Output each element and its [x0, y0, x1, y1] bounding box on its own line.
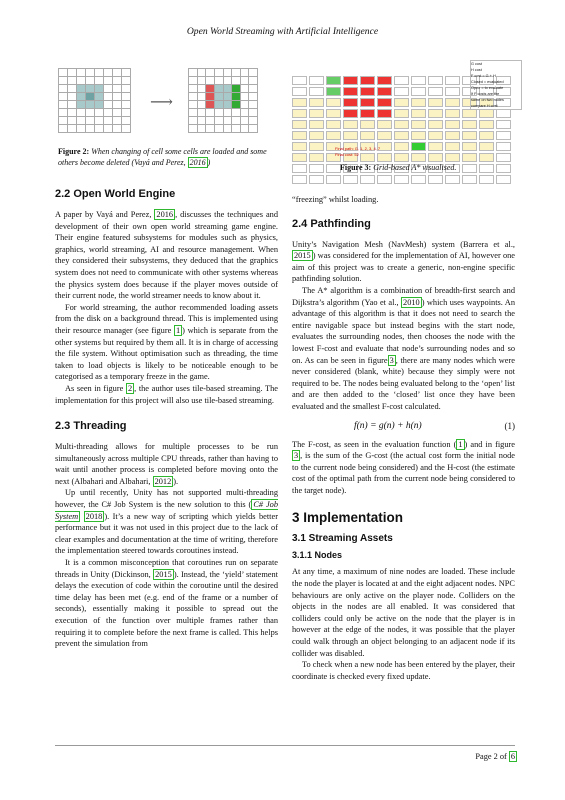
grid-cell	[223, 93, 232, 101]
grid-cell	[232, 69, 241, 77]
astar-cell	[343, 98, 358, 107]
grid-cell	[68, 117, 77, 125]
grid-cell	[77, 125, 86, 133]
astar-cell	[326, 76, 341, 85]
astar-cell	[411, 120, 426, 129]
astar-cell	[360, 175, 375, 184]
paragraph: Up until recently, Unity has not supported multi-threading however, the C# Job System is the new solution to this ( C# Job System 2018 ). It’s a new way of scripting which yields better performance but it was not used in this project due to the lack of clear examples and documentation at the time of writing, therefore the implementation steered towards coroutines instead.	[55, 488, 278, 556]
section-3-1-title: 3.1 Streaming Assets	[292, 533, 393, 545]
astar-cell	[343, 120, 358, 129]
grid-cell	[113, 93, 122, 101]
grid-cell	[59, 109, 68, 117]
astar-cell	[360, 98, 375, 107]
grid-cell	[95, 77, 104, 85]
grid-cell	[249, 101, 258, 109]
running-header: Open World Streaming with Artificial Intelligence	[186, 26, 379, 37]
astar-cell	[479, 142, 494, 151]
paragraph: “freezing” whilst loading.	[292, 195, 379, 204]
astar-cell	[343, 109, 358, 118]
grid-cell	[113, 69, 122, 77]
astar-cell	[394, 87, 409, 96]
astar-cell	[496, 164, 511, 173]
astar-cell	[309, 164, 324, 173]
grid-cell	[206, 109, 215, 117]
grid-cell	[206, 69, 215, 77]
astar-cell	[377, 76, 392, 85]
astar-cell	[479, 164, 494, 173]
grid-cell	[68, 85, 77, 93]
grid-cell	[122, 101, 131, 109]
grid-cell	[197, 77, 206, 85]
legend-item: compare H cost	[471, 104, 498, 108]
grid-cell	[206, 93, 215, 101]
grid-cell	[59, 101, 68, 109]
grid-cell	[59, 117, 68, 125]
grid-cell	[95, 125, 104, 133]
astar-cell	[343, 87, 358, 96]
grid-cell	[197, 101, 206, 109]
grid-cell	[77, 109, 86, 117]
grid-cell	[240, 117, 249, 125]
astar-cell	[360, 131, 375, 140]
astar-cell	[292, 120, 307, 129]
grid-cell	[223, 85, 232, 93]
grid-cell	[189, 93, 198, 101]
grid-cell	[206, 101, 215, 109]
astar-cell	[445, 131, 460, 140]
left-column	[55, 188, 278, 650]
paragraph: For world streaming, the author recommended loading assets from the disk on a background thread. This is implemented using their resource manager (see figure 1 ) which is separate from the other systems but required by them all. It is in charge of accessing the file system. Without optimisation such as threading, the time taken to load objects is likely to be noticeable enough to be categorised as a temporary freeze in the game.	[55, 302, 278, 382]
grid-cell	[232, 117, 241, 125]
grid-cell	[113, 85, 122, 93]
astar-cell	[411, 98, 426, 107]
paragraph: Unity’s Navigation Mesh (NavMesh) system (Barrera et al., 2015 ) was considered for the implementation of AI, however one aim of this project was to create a generic, non-engine specific pathfinding solution.	[292, 239, 515, 284]
astar-cell	[377, 120, 392, 129]
grid-cell	[240, 109, 249, 117]
grid-cell	[249, 69, 258, 77]
grid-cell	[223, 125, 232, 133]
section-3-title: 3 Implementation	[292, 510, 404, 526]
astar-cell	[309, 175, 324, 184]
astar-cell	[292, 153, 307, 162]
legend-item: Open = to evaluate	[471, 86, 504, 90]
grid-cell	[249, 93, 258, 101]
legend-item: F cost = G + H	[471, 74, 496, 78]
grid-cell	[77, 77, 86, 85]
astar-cell	[326, 175, 341, 184]
grid-cell	[214, 125, 223, 133]
arrow-icon: ⟶	[150, 94, 173, 111]
grid-cell	[86, 77, 95, 85]
astar-cell	[445, 98, 460, 107]
astar-cell	[445, 142, 460, 151]
grid-cell	[77, 117, 86, 125]
grid-cell	[59, 93, 68, 101]
grid-cell	[249, 109, 258, 117]
astar-cell	[479, 131, 494, 140]
astar-cell	[309, 153, 324, 162]
astar-cell	[479, 175, 494, 184]
astar-cell	[309, 98, 324, 107]
grid-cell	[77, 101, 86, 109]
grid-cell	[104, 109, 113, 117]
grid-cell	[232, 101, 241, 109]
grid-cell	[232, 85, 241, 93]
grid-cell	[197, 117, 206, 125]
astar-cell	[428, 142, 443, 151]
astar-cell	[496, 175, 511, 184]
grid-cell	[249, 117, 258, 125]
grid-cell	[104, 77, 113, 85]
grid-cell	[189, 69, 198, 77]
grid-cell	[223, 69, 232, 77]
grid-cell	[86, 125, 95, 133]
astar-cell	[377, 175, 392, 184]
grid-cell	[189, 77, 198, 85]
astar-cell	[411, 142, 426, 151]
grid-cell	[240, 93, 249, 101]
grid-cell	[240, 69, 249, 77]
grid-before	[58, 68, 131, 133]
grid-cell	[104, 93, 113, 101]
astar-cell	[394, 153, 409, 162]
grid-cell	[240, 85, 249, 93]
astar-cell	[326, 120, 341, 129]
grid-cell	[122, 117, 131, 125]
astar-cell	[496, 120, 511, 129]
grid-cell	[197, 85, 206, 93]
astar-cell	[496, 109, 511, 118]
footer-rule	[55, 745, 515, 746]
grid-cell	[113, 117, 122, 125]
grid-cell	[197, 109, 206, 117]
paragraph: A paper by Vayá and Perez, 2016 , discusses the techniques and development of their own open world streaming game engine. Their engine featured subsystems for modules such as physics, graphics, world streaming, AI and resource management. When they considered their subsystems, they deduced that the graphics system does not need to communicate with other systems whereas the physics system does because if the player moves outside of their current node, the world streamer needs to know about it.	[55, 210, 278, 301]
paragraph: At any time, a maximum of nine nodes are loaded. These include the node the player is located at and the eight adjacent nodes. NPC behaviours are only active on the player node. Colliders on the objects in the nodes are all enabled. It was considered that colliders could only be active on the node that the player is in however at the edge of the nodes, it was possible that the player could walk through an object belonging to an adjacent node if its collider was disabled.	[292, 567, 515, 658]
grid-after	[188, 68, 258, 133]
grid-cell	[122, 69, 131, 77]
astar-cell	[479, 153, 494, 162]
astar-cell	[394, 142, 409, 151]
grid-cell	[206, 77, 215, 85]
legend	[470, 60, 522, 110]
grid-cell	[232, 109, 241, 117]
astar-cell	[411, 76, 426, 85]
legend-item: G cost	[471, 62, 482, 66]
grid-cell	[59, 69, 68, 77]
grid-cell	[95, 69, 104, 77]
grid-cell	[113, 77, 122, 85]
astar-cell	[445, 76, 460, 85]
page-number: Page 2 of 6	[475, 752, 515, 761]
grid-cell	[95, 109, 104, 117]
grid-cell	[104, 85, 113, 93]
astar-cell	[428, 87, 443, 96]
astar-cell	[462, 120, 477, 129]
paragraph: The F-cost, as seen in the evaluation function ( 1 ) and in figure 3 , is the sum of the G-cost (the actual cost form the initial node to the current node being considered) and the H-cost (the estimate cost of the optimal path from the current node being considered to the target node).	[292, 439, 515, 495]
grid-cell	[86, 117, 95, 125]
astar-cell	[428, 153, 443, 162]
astar-cell	[394, 109, 409, 118]
grid-cell	[249, 77, 258, 85]
astar-cell	[343, 131, 358, 140]
grid-cell	[189, 85, 198, 93]
astar-cell	[462, 131, 477, 140]
grid-cell	[197, 125, 206, 133]
astar-cell	[292, 98, 307, 107]
astar-cell	[309, 109, 324, 118]
astar-cell	[462, 142, 477, 151]
astar-cell	[445, 175, 460, 184]
grid-cell	[189, 117, 198, 125]
astar-cell	[377, 87, 392, 96]
section-3-1-1-title: 3.1.1 Nodes	[292, 550, 343, 561]
astar-cell	[445, 153, 460, 162]
legend-item: Closed = evaluated	[471, 80, 504, 84]
astar-cell	[377, 98, 392, 107]
astar-cell	[292, 142, 307, 151]
grid-cell	[86, 109, 95, 117]
astar-cell	[292, 175, 307, 184]
astar-cell	[360, 109, 375, 118]
grid-cell	[68, 109, 77, 117]
grid-cell	[113, 125, 122, 133]
section-2-2-title: 2.2 Open World Engine	[55, 188, 176, 200]
figure-2-image	[58, 68, 258, 138]
grid-cell	[214, 101, 223, 109]
grid-cell	[86, 69, 95, 77]
grid-cell	[206, 125, 215, 133]
grid-cell	[86, 85, 95, 93]
grid-cell	[214, 85, 223, 93]
grid-cell	[214, 77, 223, 85]
grid-cell	[122, 85, 131, 93]
astar-cell	[292, 131, 307, 140]
grid-cell	[223, 117, 232, 125]
astar-cell	[428, 175, 443, 184]
grid-cell	[95, 85, 104, 93]
grid-cell	[104, 117, 113, 125]
astar-cell	[309, 142, 324, 151]
astar-cell	[496, 153, 511, 162]
paragraph: As seen in figure 2 , the author uses tile-based streaming. The implementation for this project will also use tile-based streaming.	[55, 383, 278, 405]
paragraph: It is a common misconception that coroutines run on separate threads in Unity (Dickinson, 2015 ). Instead, the ‘yield’ statement delays the execution of code within the coroutine until the desired time delay has been met (e.g. end of the frame or a number of seconds), essentially making it possible to spread out the execution of the function over multiple frames rather than requiring it to complete before the next frame is called. This helps prevent the simulation from	[55, 558, 278, 649]
grid-cell	[122, 77, 131, 85]
grid-cell	[104, 69, 113, 77]
grid-cell	[232, 125, 241, 133]
section-2-4-title: 2.4 Pathfinding	[292, 217, 371, 230]
astar-cell	[462, 153, 477, 162]
grid-cell	[86, 93, 95, 101]
astar-cell	[326, 109, 341, 118]
grid-cell	[240, 77, 249, 85]
astar-cell	[411, 131, 426, 140]
astar-cell	[411, 87, 426, 96]
grid-cell	[86, 101, 95, 109]
grid-cell	[232, 93, 241, 101]
section-2-3-title: 2.3 Threading	[55, 420, 127, 433]
grid-cell	[223, 101, 232, 109]
astar-cell	[428, 98, 443, 107]
legend-item: If F costs are the	[471, 92, 500, 96]
astar-cell	[479, 120, 494, 129]
grid-cell	[223, 109, 232, 117]
grid-cell	[240, 101, 249, 109]
astar-cell	[411, 175, 426, 184]
astar-cell	[394, 76, 409, 85]
astar-cell	[445, 87, 460, 96]
astar-cell	[309, 76, 324, 85]
astar-cell	[309, 120, 324, 129]
astar-cell	[428, 109, 443, 118]
grid-cell	[95, 93, 104, 101]
astar-cell	[326, 164, 341, 173]
astar-cell	[496, 131, 511, 140]
grid-cell	[77, 93, 86, 101]
grid-cell	[77, 85, 86, 93]
grid-cell	[113, 109, 122, 117]
astar-cell	[479, 109, 494, 118]
astar-cell	[462, 175, 477, 184]
grid-cell	[214, 109, 223, 117]
equation-1: f(n) = g(n) + h(n) (1)	[354, 420, 515, 431]
grid-cell	[249, 85, 258, 93]
path-note: Final path: G, 1, 2, 3, 4, 7 Final cost: 52	[335, 146, 381, 157]
grid-cell	[59, 85, 68, 93]
grid-cell	[59, 77, 68, 85]
grid-cell	[197, 69, 206, 77]
grid-cell	[206, 85, 215, 93]
astar-cell	[462, 109, 477, 118]
astar-cell	[343, 76, 358, 85]
astar-cell	[326, 131, 341, 140]
astar-cell	[360, 76, 375, 85]
grid-cell	[104, 101, 113, 109]
legend-item: H cost	[471, 68, 482, 72]
grid-cell	[68, 69, 77, 77]
astar-cell	[292, 109, 307, 118]
grid-cell	[122, 109, 131, 117]
astar-cell	[360, 87, 375, 96]
astar-cell	[309, 87, 324, 96]
astar-cell	[292, 164, 307, 173]
paragraph: The A* algorithm is a combination of breadth-first search and Dijkstra’s algorithm (Yao et al., 2010 ) which uses waypoints. An advantage of this algorithm is that it does not need to search the entire navigable space but instead begins with the start node, evaluates the surrounding nodes, then chooses the node with the lowest F-cost and evaluate that node’s surrounding nodes and so on. As can be seen in figure 3 , there are many nodes which were never considered (blank, white) because they simply were not required to be. The nodes being evaluated belong to the ‘open’ list and are then added to the ‘closed’ list once they have been evaluated and the smallest F-cost calculated.	[292, 285, 515, 411]
grid-cell	[249, 125, 258, 133]
grid-cell	[206, 117, 215, 125]
astar-cell	[428, 76, 443, 85]
grid-cell	[197, 93, 206, 101]
grid-cell	[189, 109, 198, 117]
astar-cell	[292, 76, 307, 85]
astar-cell	[411, 109, 426, 118]
astar-cell	[309, 131, 324, 140]
astar-cell	[394, 98, 409, 107]
astar-cell	[377, 131, 392, 140]
legend-item: same on two nodes	[471, 98, 504, 102]
astar-cell	[496, 142, 511, 151]
right-column	[292, 194, 515, 682]
grid-cell	[223, 77, 232, 85]
grid-cell	[104, 125, 113, 133]
grid-cell	[68, 77, 77, 85]
grid-cell	[214, 69, 223, 77]
astar-cell	[428, 120, 443, 129]
astar-cell	[292, 87, 307, 96]
figure-3-caption: Figure 3: Grid-based A* visualised.	[340, 163, 457, 172]
grid-cell	[189, 125, 198, 133]
astar-cell	[377, 109, 392, 118]
astar-cell	[343, 175, 358, 184]
grid-cell	[95, 117, 104, 125]
grid-cell	[95, 101, 104, 109]
astar-cell	[326, 98, 341, 107]
grid-cell	[68, 101, 77, 109]
figure-3-image	[290, 60, 520, 175]
astar-cell	[394, 175, 409, 184]
grid-cell	[214, 93, 223, 101]
paragraph: To check when a new node has been entered by the player, their coordinate is checked every fixed update.	[292, 660, 515, 681]
grid-cell	[122, 125, 131, 133]
grid-cell	[113, 101, 122, 109]
grid-cell	[240, 125, 249, 133]
astar-cell	[462, 164, 477, 173]
astar-cell	[360, 120, 375, 129]
astar-cell	[411, 153, 426, 162]
grid-cell	[77, 69, 86, 77]
astar-cell	[394, 120, 409, 129]
astar-cell	[394, 131, 409, 140]
astar-cell	[445, 109, 460, 118]
astar-cell	[445, 120, 460, 129]
grid-cell	[232, 77, 241, 85]
astar-cell	[428, 131, 443, 140]
grid-cell	[122, 93, 131, 101]
grid-cell	[68, 93, 77, 101]
grid-cell	[189, 101, 198, 109]
paragraph: Multi-threading allows for multiple processes to be run simultaneously across multiple CPU threads, rather than having to wait until another process is completed before moving onto the next (Albahari and Albahari, 2012 ).	[55, 442, 278, 486]
grid-cell	[59, 125, 68, 133]
figure-2-caption: Figure 2: When changing of cell some cells are loaded and some others become deleted (Vayá and Perez, 2016 )	[58, 147, 267, 167]
grid-cell	[68, 125, 77, 133]
grid-cell	[214, 117, 223, 125]
astar-cell	[326, 87, 341, 96]
